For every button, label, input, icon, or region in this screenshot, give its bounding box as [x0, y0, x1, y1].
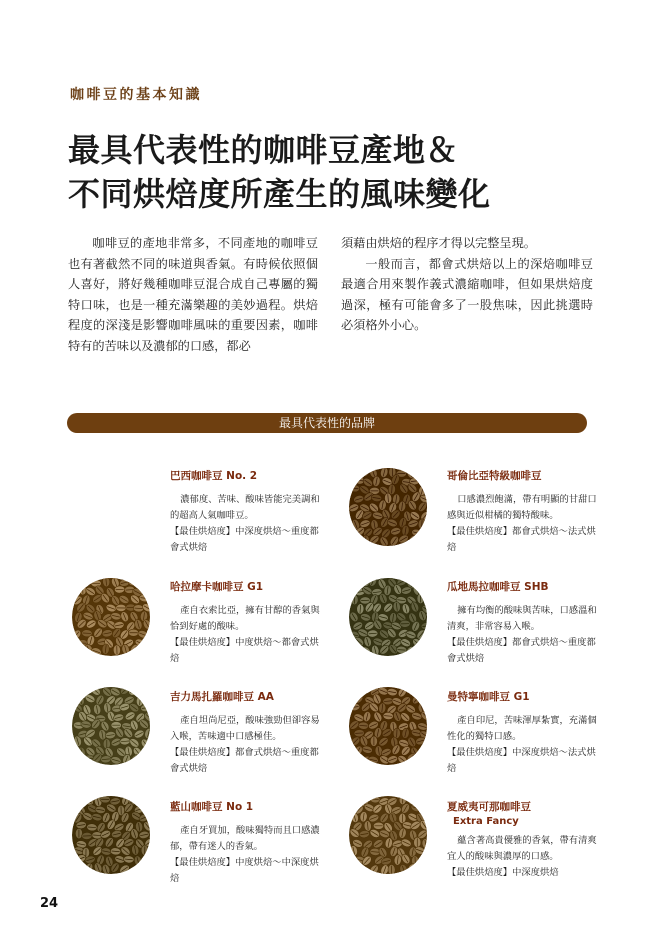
coffee-beans-photo: [72, 578, 150, 656]
brand-roast: 【最佳烘焙度】中度烘焙～中深度烘焙: [170, 857, 319, 884]
brand-description: 產自衣索比亞，擁有甘醇的香氣與恰到好處的酸味。: [170, 605, 320, 632]
brand-description: 產自印尼，苦味渾厚紮實，充滿個性化的獨特口感。: [447, 715, 597, 742]
brand-description: 濃郁度、苦味、酸味皆能完美調和的超高人氣咖啡豆。: [170, 494, 320, 521]
coffee-beans-photo: [349, 578, 427, 656]
brand-name: 藍山咖啡豆 No 1: [170, 801, 254, 813]
brand-entry-mandheling: [447, 690, 597, 777]
intro-paragraph-continued: 須藉由烘焙的程序才得以完整呈現。: [341, 236, 536, 250]
coffee-beans-photo: [349, 468, 427, 546]
brand-name: 曼特寧咖啡豆 G1: [447, 691, 530, 703]
brand-name: 吉力馬扎羅咖啡豆 AA: [170, 691, 274, 703]
page-title: [68, 128, 628, 216]
brand-entry-guatemala: [447, 580, 597, 667]
intro-column-left: [68, 233, 318, 356]
coffee-beans-photo: [72, 687, 150, 765]
brand-name: 哈拉摩卡咖啡豆 G1: [170, 581, 264, 593]
brand-roast: 【最佳烘焙度】都會式烘焙～重度都會式烘焙: [447, 637, 596, 664]
brand-entry-kilimanjaro: [170, 690, 320, 777]
brand-name: 夏威夷可那咖啡豆: [447, 801, 531, 813]
intro-paragraph-left: 咖啡豆的產地非常多，不同產地的咖啡豆也有著截然不同的味道與香氣。有時候依照個人喜好，將好幾種咖啡豆混合成自己專屬的獨特口味，也是一種充滿樂趣的美妙過程。烘焙程度的深淺是影響咖啡風味的重要因素，咖啡特有的苦味以及濃郁的口感，都必: [68, 236, 318, 353]
brand-name: 巴西咖啡豆 No. 2: [170, 470, 258, 482]
brand-entry-blue-mountain: [170, 800, 320, 887]
brand-description: 產自坦尚尼亞，酸味強勁但卻容易入喉，苦味適中口感極佳。: [170, 715, 320, 742]
brand-roast: 【最佳烘焙度】都會式烘焙～法式烘焙: [447, 526, 596, 553]
brand-description: 口感濃烈飽滿，帶有明顯的甘甜口感與近似柑橘的獨特酸味。: [447, 494, 597, 521]
brand-roast: 【最佳烘焙度】中深度烘焙～法式烘焙: [447, 747, 596, 774]
brand-entry-colombia: [447, 469, 597, 556]
brand-roast: 【最佳烘焙度】都會式烘焙～重度都會式烘焙: [170, 747, 319, 774]
brand-name: 瓜地馬拉咖啡豆 SHB: [447, 581, 549, 593]
title-line-1: 最具代表性的咖啡豆產地＆: [68, 131, 459, 169]
title-line-2: 不同烘焙度所產生的風味變化: [68, 175, 491, 213]
section-label: 咖啡豆的基本知識: [70, 87, 202, 103]
intro-column-right: [341, 233, 593, 336]
brand-entry-harrar-mocha: [170, 580, 320, 667]
brand-roast: 【最佳烘焙度】中深度烘焙～重度都會式烘焙: [170, 526, 319, 553]
brand-description: 擁有均衡的酸味與苦味，口感溫和清爽，非常容易入喉。: [447, 605, 597, 632]
brand-name: 哥倫比亞特級咖啡豆: [447, 470, 542, 482]
coffee-beans-photo: [349, 687, 427, 765]
brands-banner: 最具代表性的品牌: [67, 413, 587, 433]
brand-entry-kona: [447, 800, 597, 881]
brand-description: 蘊含著高貴優雅的香氣，帶有清爽宜人的酸味與濃厚的口感。: [447, 835, 597, 862]
brand-roast: 【最佳烘焙度】中度烘焙～都會式烘焙: [170, 637, 319, 664]
intro-paragraph-right: 一般而言，都會式烘焙以上的深焙咖啡豆最適合用來製作義式濃縮咖啡，但如果烘焙度過深，極有可能會多了一股焦味，因此挑選時必須格外小心。: [341, 256, 593, 332]
brand-subname: Extra Fancy: [453, 816, 519, 827]
brand-entry-brazil: [170, 469, 320, 556]
coffee-beans-photo: [72, 796, 150, 874]
brand-roast: 【最佳烘焙度】中深度烘焙: [447, 867, 559, 878]
coffee-beans-photo: [349, 796, 427, 874]
page-number: 24: [40, 896, 59, 911]
brand-description: 產自牙買加，酸味獨特而且口感濃郁，帶有迷人的香氣。: [170, 825, 320, 852]
